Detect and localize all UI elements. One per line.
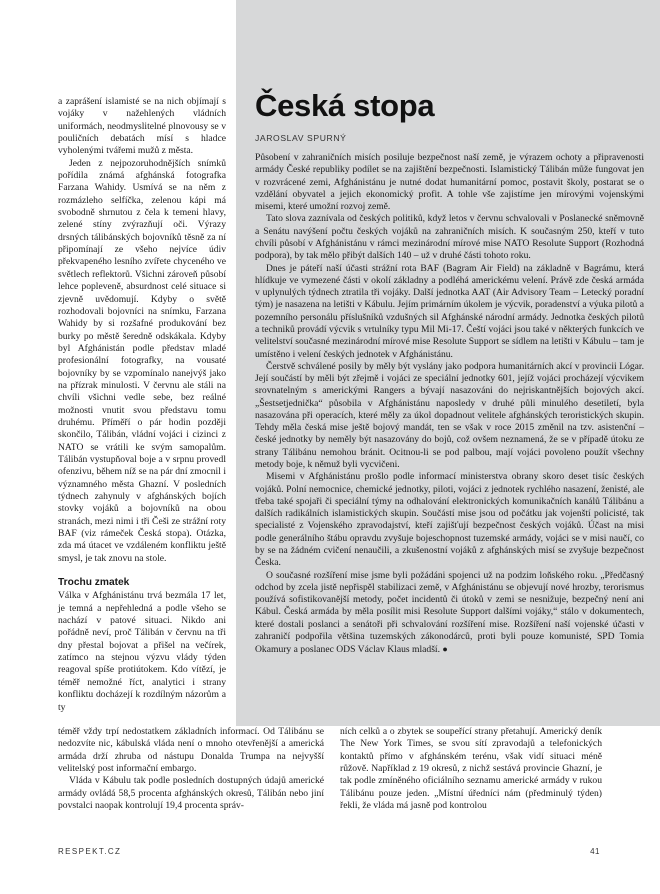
box-paragraph-5: Misemi v Afghánistánu prošlo podle informací ministerstva obrany skoro deset tisíc českých vojáků. Polní nemocnice, chemické jednotky, piloti, vojáci z jednotek rychlého nasazení, ženisté, ale třeba také spojaři či speciální týmy na odhalování elektronických komunikačních kanálů Tálibánu a dalších radikálních islamistických skupin. Součástí mise jsou od počátku jak vojenští policisté, tak specialisté z Vojenského zpravodajství, kteří zajišťují bezpečnost českých vojáků. Účast na misi podle generálního štábu opravdu zvyšuje bojeschopnost tuzemské armády, vojáci se v misi naučí, co by se na žádném cvičení nenaučili, a zkušenostní vojáků z afghánských misí se zvyšuje bezpečnost Česka. xyxy=(255,471,644,569)
box-paragraph-6 xyxy=(255,570,644,657)
left-paragraph-2: Jeden z nejpozoruhodnějších snímků pořídila známá afghánská fotografka Farzana Wahidy. Usmívá se na něm z rozmázleho selfíčka, zelenou kápi má svobodně shrnutou z čela k temeni hlavy, zelené stíny zvýrazňují oči. Výrazy drsných tálibánských bojovníků těsně za ní připomínají ze všeho nejvíce údiv překvapeného lesního zvířete chyceného ve světlech reflektorů. Všichni zároveň působí lehce popleveně, absurdnost celé situace si zjevně uvědomují. Kdyby o světě rozhodovali bojovníci na snímku, Farzana Wahidy by si rozšafné produkování bez burky po městě šeredně odskákala. Kdyby byl Afghánistán podle představ mladé profesionální fotografky, na vousaté bojovníky by se vzpomínalo nanejvýš jako na přízrak minulosti. V červnu ale stáli na chvíli všichni vedle sebe, bez reálné možnosti vnutit svou představu tomu druhému. Příměří o pár hodin později skončilo, Tálibán, vládní vojáci i cizinci z NATO se vrátili ke svým samopalům. Tálibán vystupňoval boje a v srpnu provedl ofenzivu, během níž se na pár dní zmocnil i významného města Ghazní. V posledních týdnech zahynuly v afghánských bojích stovky vojáků a bojovníků na obou stranách, mezi nimi i tři Češi ze strážní roty BAF (viz rámeček Česká stopa). Otázka, zda má útacet ve vzdáleném konfliktu ještě smysl, je tak znovu na stole. xyxy=(58,157,226,564)
box-paragraph-4: Čerstvě schválené posily by měly být vyslány jako podpora humanitárních akcí v provincii Lógar. Její součástí by měli být zřejmě i vojáci ze speciální jednotky 601, jejíž vojáci procházejí výcvikem srovnatelným s americkými Rangers a bývají nasazováni do nejriskantnějších bojových akcí. „Šestsetjednička“ působila v Afghánistánu naposledy v druhé půli minulého desetiletí, byla nasazována při operacích, které měly za úkol dopadnout velitele afghánských teroristických skupin. Tehdy měla česká mise ještě bojový mandát, ten se však v roce 2015 změnil na tzv. asistenční – české jednotky by neměly být nasazovány do bojů, což ovšem neznamená, že se v případě útoku ze strany Tálibánu nemohou bránit. Ocitnou-li se pod palbou, mají vojáci povoleno použít všechny metody boje, k němuž byli vycvičeni. xyxy=(255,360,644,471)
box-paragraph-1: Působení v zahraničních misích posiluje bezpečnost naší země, je výrazem ochoty a připravenosti armády České republiky podílet se na zajištění bezpečnosti. Islamistický Tálibán může fungovat jen v rozvrácené zemi, Afghánistánu je nutné dodat humanitární pomoc, postavit školy, postarat se o vzdělání obyvatel a jejich ekonomický profit. A tohle vše zajistíme jen mírovými vojenskými misemi, které umožní rozvoj země. xyxy=(255,152,644,213)
box-paragraph-2: Tato slova zaznívala od českých politiků, když letos v červnu schvalovali v Poslanecké sněmovně a Senátu navýšení počtu českých vojáků na zahraničních misích. K současným 250, kteří v tuto chvíli působí v Afghánistánu v rámci mezinárodní mírové mise NATO Resolute Support (Rozhodná podpora), by tak mělo přibýt dalších 140 – už v druhé části tohoto roku. xyxy=(255,213,644,262)
left-column xyxy=(58,96,226,714)
left-paragraph-3: Válka v Afghánistánu trvá bezmála 17 let, je temná a nepřehledná a podle všeho se nachází v patové situaci. Nikdo ani pořádně neví, proč Tálibán v červnu na tři dny přestal bojovat a přišel na večírek, zatímco na stejnou výzvu vlády týden reagoval spíše protiútokem. Kdo vítězí, je téměř nemožné říct, analytici i strany konfliktu docházejí k rozdílným názorům a ty xyxy=(58,590,226,713)
subheading-trochu-zmatek: Trochu zmatek xyxy=(58,577,130,589)
page-number: 41 xyxy=(590,847,600,856)
footer-site: RESPEKT.CZ xyxy=(58,847,122,856)
box-title: Česká stopa xyxy=(255,88,435,123)
sidebar-box-ceska-stopa xyxy=(236,0,660,726)
sidebar-box-content xyxy=(255,88,644,657)
bottom-left-paragraph: Vláda v Kábulu tak podle posledních dostupných údajů americké armády ovládá 58,5 procenta afghánských okresů, Tálibán nebo jiní povstalci naopak kontrolují 19,4 procenta správ- xyxy=(58,775,324,812)
end-mark-icon: ● xyxy=(442,644,448,655)
bottom-right-continuation: ních celků a o zbytek se soupeřící strany přetahují. Americký deník The New York Times, se svou sítí zpravodajů a telefonických kontaktů přímo v afghánském terénu, však vidí situaci méně růžově. Například z 19 okresů, z nichž sestává provincie Ghazní, je tak podle zmíněného oficiálního seznamu americké armády v rukou Tálibánu pouze jeden. „Místní úředníci nám (předminulý týden) řekli, že vláda má jasně pod kontrolou xyxy=(340,726,602,812)
box-byline: JAROSLAV SPURNÝ xyxy=(255,133,347,143)
box-paragraph-6-text: O současné rozšíření mise jsme byli požádáni spojenci už na podzim loňského roku. „Předčasný odchod by zcela jistě nepřispěl stabilizaci země, v Afghánistánu se objevují nové hrozby, terorismus používá sofistikovanější metody, počet incidentů či útoků v zemi se nesnižuje, bezpečný není ani Kábul. Česká armáda by měla posílit misi Resolute Support dalšími vojáky,“ stálo v dokumentech, které dostali poslanci a senátoři při schvalování rozšíření mise. Rozšíření naší vojenské účasti v zahraničí podpořila většina tuzemských zákonodárců, proti byli pouze komunisté, SPD Tomia Okamury a poslanec ODS Václav Klaus mladší. xyxy=(255,569,644,656)
box-paragraph-3: Dnes je páteří naší účasti strážní rota BAF (Bagram Air Field) na základně v Bagrámu, která hlídkuje ve vymezené části v okolí základny a podléhá americkému velení. Právě zde česká armáda v uplynulých týdnech ztratila tři vojáky. Další jednotka AAT (Air Advisory Team – Letecký poradní tým) je nasazena na letišti v Kábulu. Jejím primárním úkolem je výcvik, poradenství a výuka pilotů a pozemního personálu příslušníků vzdušných sil Afghánské národní armády. Jednotka českých pilotů a techniků provádí výcvik s vrtulníky typu Mil Mi-17. Čeští vojáci jsou také v některých funkcích ve velitelství současné mezinárodní mírové mise Resolute Support se sídlem na letišti v Kábulu – tam je umístěno i velení českých jednotek v Afghánistánu. xyxy=(255,262,644,360)
bottom-right-column xyxy=(340,726,602,812)
bottom-left-continuation: téměř vždy trpí nedostatkem základních informací. Od Tálibánu se nedozvíte nic, kábulská vláda není o mnoho otevřenější a americká armáda drží zhruba od nástupu Donalda Trumpa na nejvyšší velitelský post informační embargo. xyxy=(58,726,324,775)
left-paragraph-1: a zaprášení islamisté se na nich objímají s vojáky v nažehlených vládních uniformách, neodmyslitelné plnovousy se v pouličních debatách mísí s hladce vyholenými tvářemi mužů z města. xyxy=(58,96,226,157)
bottom-left-column xyxy=(58,726,324,812)
